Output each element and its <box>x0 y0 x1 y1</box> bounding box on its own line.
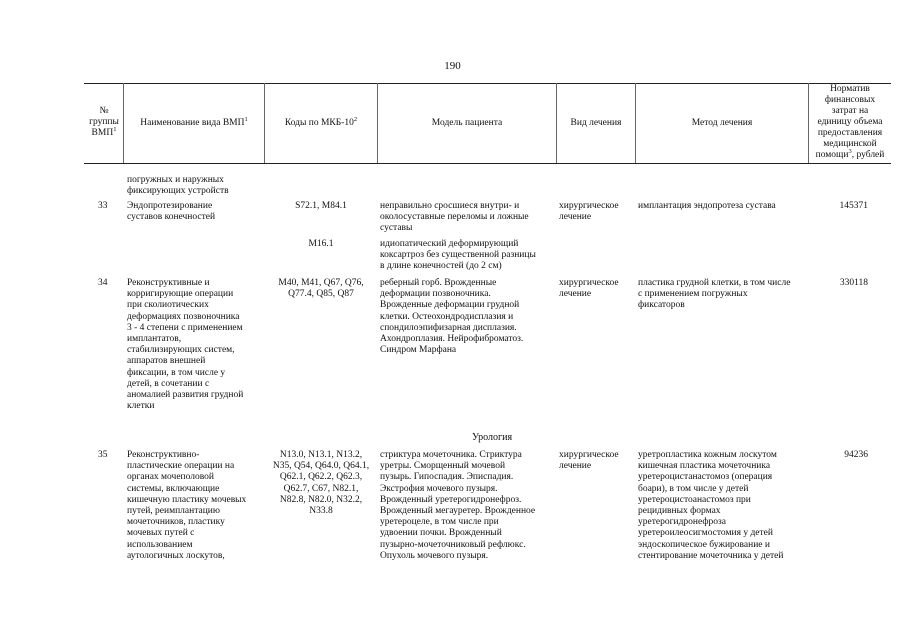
header-treatment-type: Вид лечения <box>570 118 622 128</box>
row-33-treatment-type: хирургическое лечение <box>559 201 619 223</box>
row-35-number: 35 <box>98 450 108 460</box>
continuation-text: погружных и наружных фиксирующих устройств <box>127 175 229 197</box>
row-34-treatment-method: пластика грудной клетки, в том числе с применением погружных фиксаторов <box>638 278 791 311</box>
header-vmp-name: Наименование вида ВМП$^1$ <box>140 115 248 128</box>
row-33-patient-model: неправильно сросшиеся внутри- и околосуставные переломы и ложные суставы <box>380 201 529 234</box>
row-35-cost: 94236 <box>844 450 868 460</box>
row-34-cost: 330118 <box>839 278 868 288</box>
header-bottom-rule <box>84 163 891 164</box>
row-34-number: 34 <box>98 278 108 288</box>
table-top-rule <box>84 83 891 84</box>
page-number: 190 <box>444 60 461 72</box>
row-34-mkb-codes: M40, M41, Q67, Q76, Q77.4, Q85, Q87 <box>278 278 364 300</box>
row-33-patient-model-2: идиопатический деформирующий коксартроз без существенной разницы в длине конечностей (до 2 см) <box>380 239 536 272</box>
row-33-cost: 145371 <box>839 201 868 211</box>
row-35-mkb-codes: N13.0, N13.1, N13.2, N35, Q54, Q64.0, Q64.1, Q62.1, Q62.2, Q62.3, Q62.7, C67, N82.1, N82.8, N82.0, N32.2, N33.8 <box>272 450 370 517</box>
header-treatment-method: Метод лечения <box>691 118 753 128</box>
row-34-vmp-name: Реконструктивные и корригирующие операции при сколиотических деформациях позвоночника 3 - 4 степени с применением имплантатов, стабилизирующих систем, аппаратов внешней фиксации, в том числе у детей, в сочетании с аномалией развития грудной клетки <box>127 278 244 412</box>
row-33-mkb-codes: S72.1, M84.1 <box>295 201 347 211</box>
row-33-treatment-method: имплантация эндопротеза сустава <box>638 201 776 211</box>
header-group-number: № группы ВМП$^1$ <box>89 106 119 138</box>
row-33-vmp-name: Эндопротезирование суставов конечностей <box>127 201 216 223</box>
header-norm-cost: Норматив финансовых затрат на единицу объема предоставления медицинской помощи$^3$, рублей <box>815 84 885 160</box>
section-heading-urology: Урология <box>471 432 513 443</box>
row-35-treatment-method: уретропластика кожным лоскутом кишечная пластика мочеточника уретероцистанастомоз (операция боари), в том числе у детей уретероцистоанастомоз при рецидивных формах уретерогидронефроза уретероилеосигмостомия у детей эндоскопическое бужирование и стентирование мочеточника у детей <box>638 450 784 561</box>
header-mkb-codes: Коды по МКБ-$10^2$ <box>284 115 358 128</box>
row-33-mkb-codes-2: M16.1 <box>308 239 334 249</box>
row-35-treatment-type: хирургическое лечение <box>559 450 619 472</box>
row-34-patient-model: реберный горб. Врожденные деформации позвоночника. Врожденные деформации грудной клетки. Остеохондродисплазия и спондилоэпифизарная дисплазия. Ахондроплазия. Нейрофиброматоз. Синдром Марфана <box>380 278 524 356</box>
row-35-vmp-name: Реконструктивно- пластические операции на органах мочеполовой системы, включающие кишечную пластику мочевых путей, реимплантацию мочеточников, пластику мочевых путей с использованием аутологичных лоскутов, <box>127 450 247 561</box>
header-patient-model: Модель пациента <box>431 118 503 128</box>
row-34-treatment-type: хирургическое лечение <box>559 278 619 300</box>
row-35-patient-model: стриктура мочеточника. Стриктура уретры. Сморщенный мочевой пузырь. Гипоспадия. Эписпадия. Экстрофия мочевого пузыря. Врожденный уретерогидронефроз. Врожденный мегауретер. Врожденное уретероцеле, в том числе при удвоении почки. Врожденный пузырно-мочеточниковый рефлюкс. Опухоль мочевого пузыря. <box>380 450 536 561</box>
row-33-number: 33 <box>98 201 108 211</box>
